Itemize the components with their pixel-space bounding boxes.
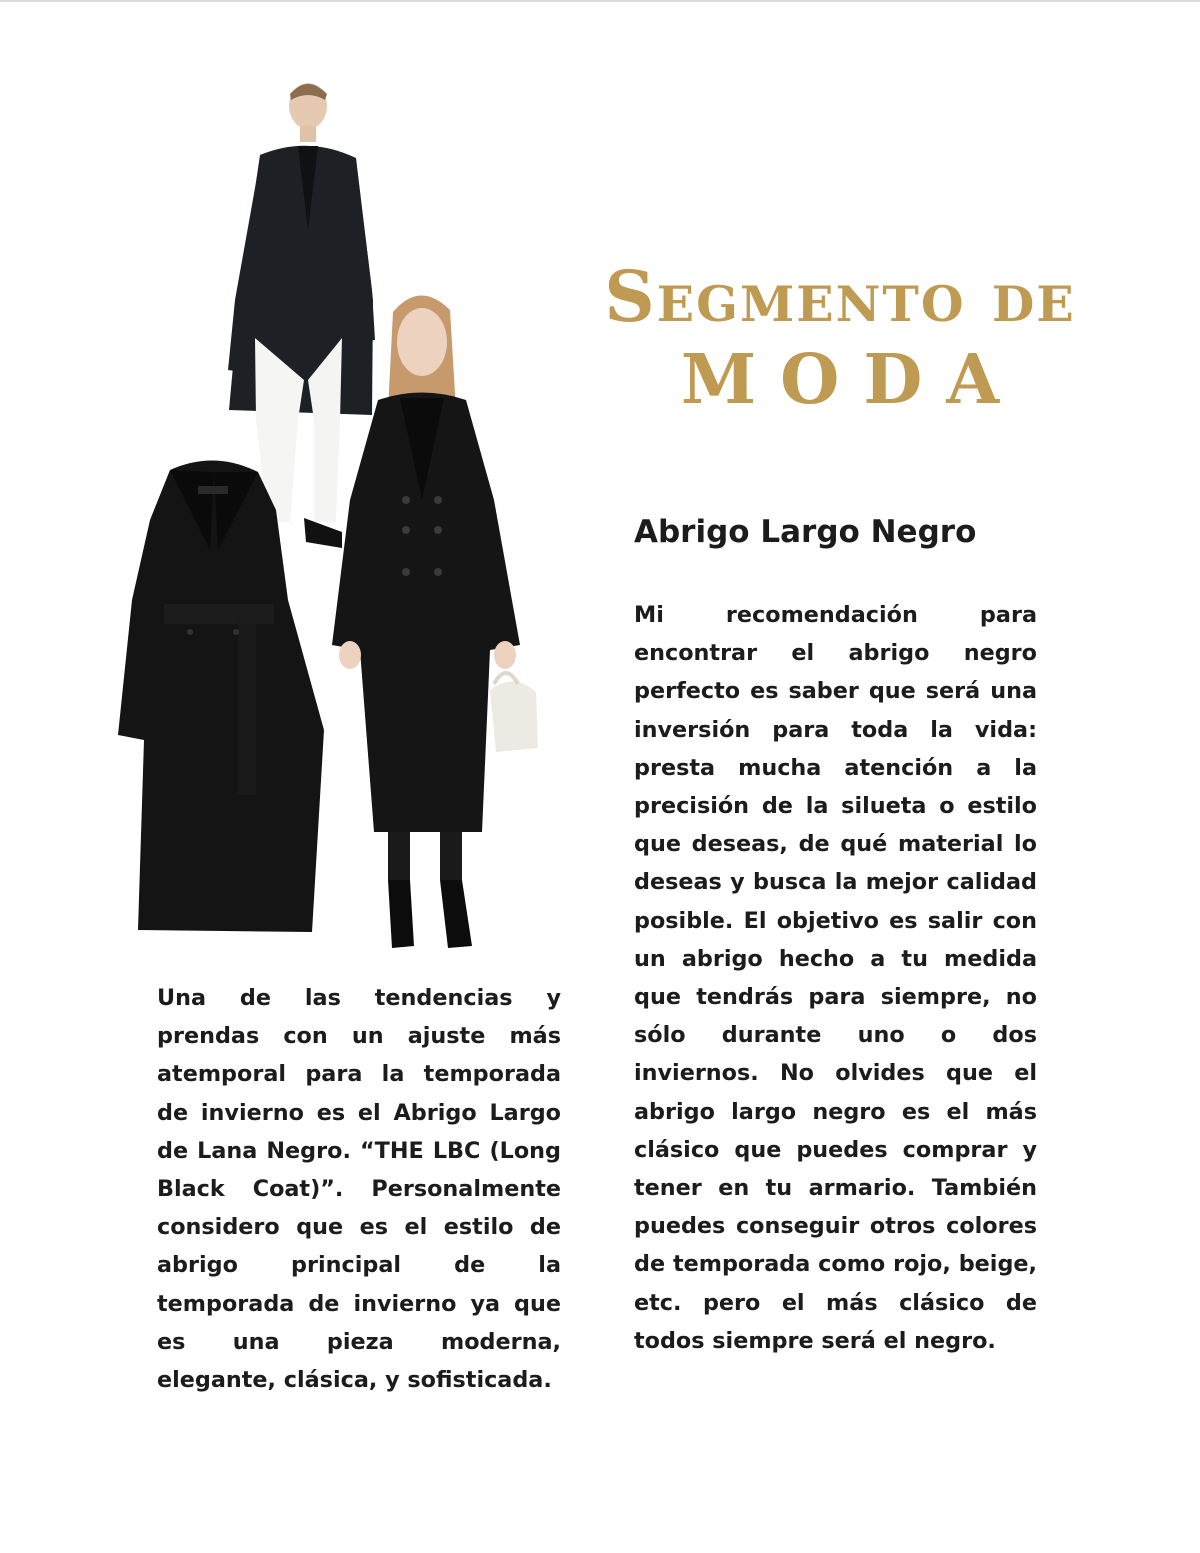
top-divider bbox=[0, 0, 1200, 2]
intro-paragraph: Una de las tendencias y prendas con un ajuste más atemporal para la temporada de invierno es el Abrigo Largo de Lana Negro. “THE LBC (Long Black Coat)”. Personalmente considero que es el estilo de abrigo principal de la temporada de invierno ya que es una pieza moderna, elegante, clásica, y sofisticada. bbox=[157, 985, 561, 1394]
title-line-segmento: Segmento de bbox=[604, 255, 1076, 338]
black-belted-coat-icon bbox=[118, 460, 324, 932]
title-line-moda: MODA bbox=[680, 340, 1024, 420]
page-title bbox=[540, 255, 1140, 420]
article-subtitle: Abrigo Largo Negro bbox=[634, 514, 977, 550]
recommendation-paragraph: Mi recomendación para encontrar el abrigo negro perfecto es saber que será una inversión para toda la vida: presta mucha atención a la precisión de la silueta o estilo que deseas, de qué material lo deseas y busca la mejor calidad posible. El objetivo es salir con un abrigo hecho a tu medida que tendrás para siempre, no sólo durante uno o dos inviernos. No olvides que el abrigo largo negro es el más clásico que puedes comprar y tener en tu armario. También puedes conseguir otros colores de temporada como rojo, beige, etc. pero el más clásico de todos siempre será el negro. bbox=[634, 602, 1037, 1354]
coat-collage-illustration bbox=[110, 80, 550, 960]
coat-collage bbox=[110, 80, 550, 960]
